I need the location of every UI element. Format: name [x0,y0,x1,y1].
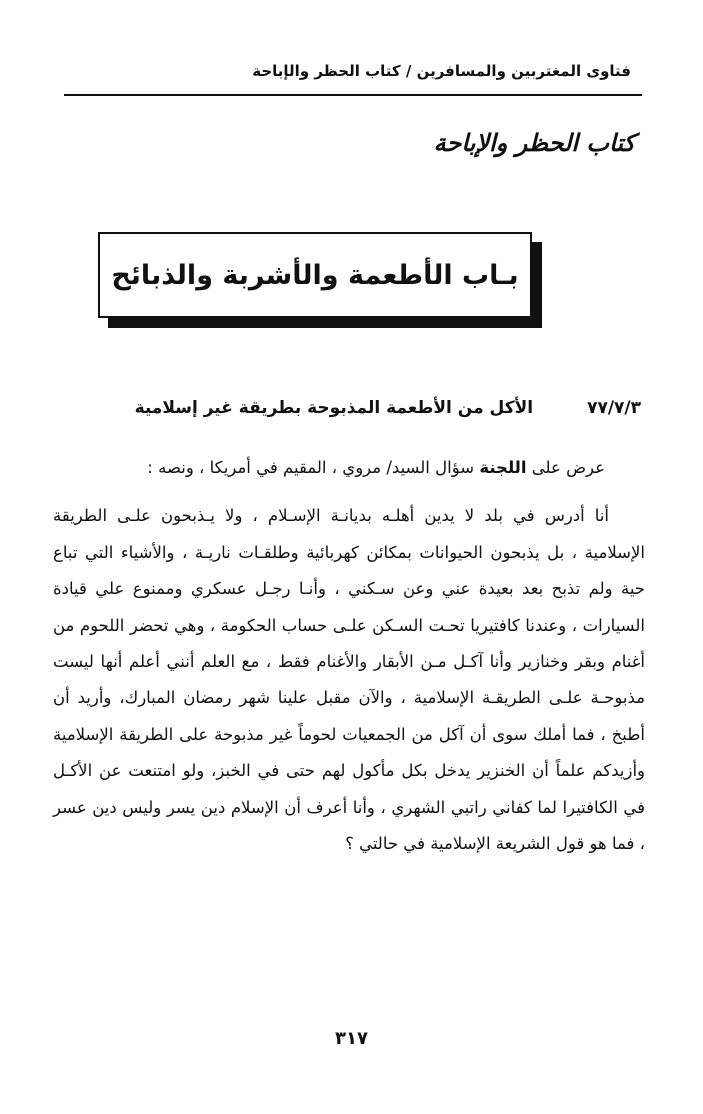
fatwa-number: ٧٧/٧/٣ [587,398,641,418]
page-number: ٣١٧ [335,1028,368,1049]
fatwa-title: الأكل من الأطعمة المذبوحة بطريقة غير إسلامية [134,398,534,418]
intro-rest: سؤال السيد/ مروي ، المقيم في أمريكا ، ونصه : [147,458,475,477]
chapter-title-box [98,232,532,318]
fatwa-heading [81,398,641,418]
intro-paragraph [53,450,645,486]
chapter-title: بـاب الأطعمة والأشربة والذبائح [111,259,519,291]
body-text [53,450,645,862]
running-header: فتاوى المغتربين والمسافرين / كتاب الحظر والإباحة [252,62,631,80]
intro-prefix: عرض على [531,458,605,477]
intro-committee: اللجنة [479,458,527,477]
book-section-title: كتاب الحظر والإباحة [433,128,635,157]
question-paragraph: أنا أدرس في بلد لا يدين أهلـه بديانـة الإسـلام ، ولا يـذبحون علـى الطريقة الإسلامية ، بل يذبحون الحيوانات بمكائن كهربائية وطلقـات ناريـة ، والأشياء التي تباع حية ولم تذبح بعد بعيدة عني وعن سـكني ، وأنـا رجـل عسكري وممنوع علي قيادة السيارات ، وعندنا كافتيريا تحـت السـكن علـى حساب الحكومة ، وهي تحضر اللحوم من أغنام وبقر وخنازير وأنا آكـل مـن الأبقار والأغنام فقط ، مع العلم أنني أعلم أنها ليست مذبوحـة علـى الطريقـة الإسلامية ، والآن مقبل علينا شهر رمضان المبارك، وأريد أن أطبخ ، فما أملك سوى أن آكل من الجمعيات لحوماً غير مذبوحة على الطريقة الإسلامية وأزيدكم علماً أن الخنزير يدخل بكل مأكول لهم حتى في الخبز، ولو امتنعت عن الأكـل في الكافتيرا لما كفاني راتبي الشهري ، وأنا أعرف أن الإسلام دين يسر وليس دين عسر ، فما هو قول الشريعة الإسلامية في حالتي ؟ [53,506,645,854]
header-rule [64,94,642,96]
